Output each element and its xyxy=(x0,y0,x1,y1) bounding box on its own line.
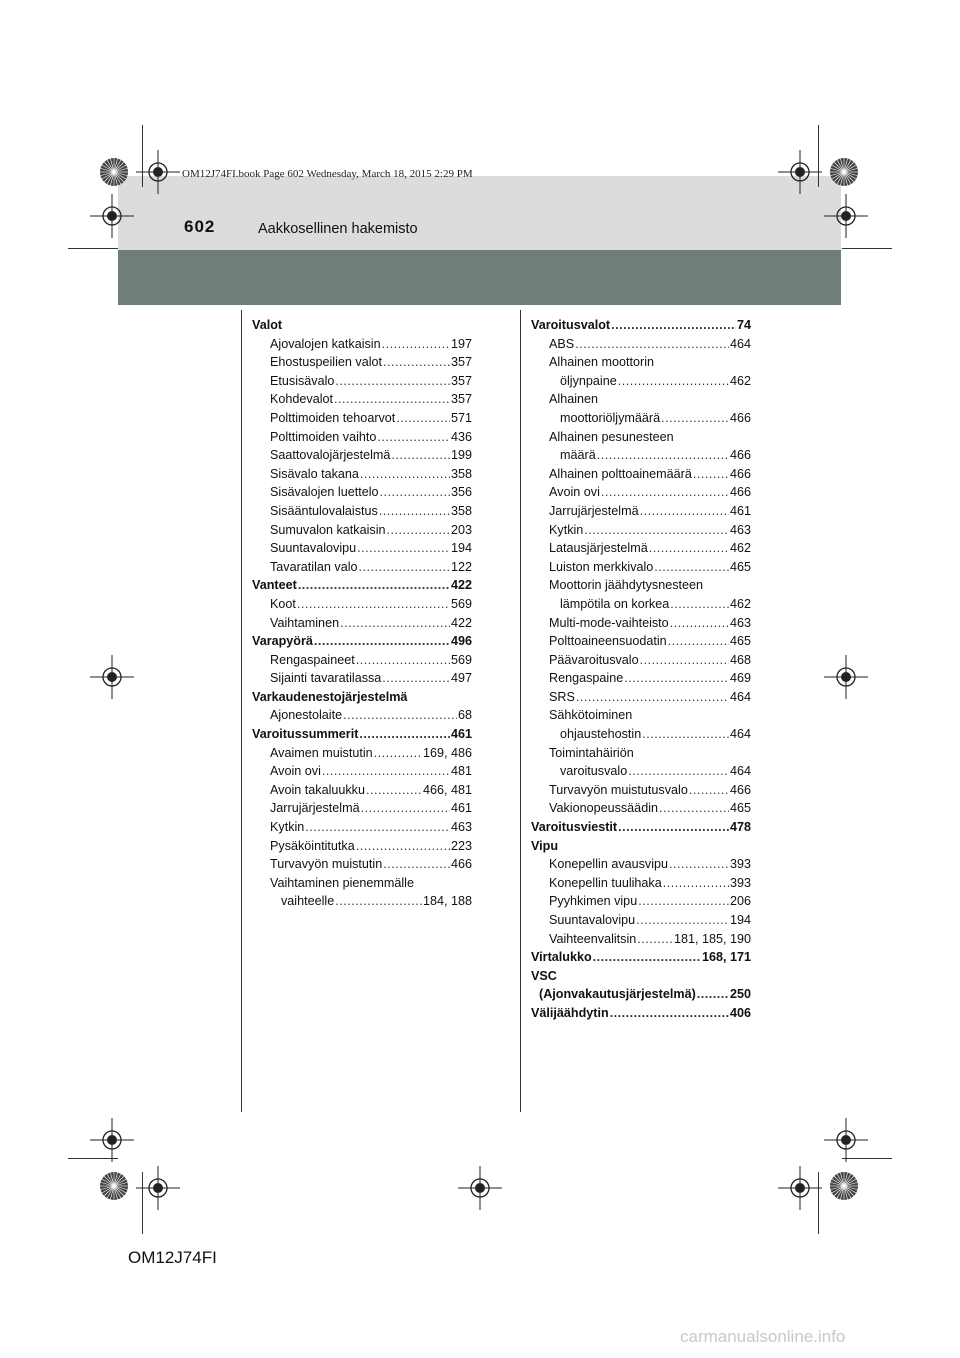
dot-leader xyxy=(377,428,450,447)
dot-leader xyxy=(383,855,450,874)
index-entry-page: 422 xyxy=(450,615,472,630)
index-entry-page: 393 xyxy=(729,857,751,872)
index-entry-page: 569 xyxy=(450,596,472,611)
registration-crosshair-icon xyxy=(458,1166,502,1210)
index-entry xyxy=(252,353,472,372)
index-entry-page: 464 xyxy=(729,689,751,704)
index-entry-page: 464 xyxy=(729,764,751,779)
index-entry-page: 466 xyxy=(729,466,751,481)
registration-crosshair-icon xyxy=(824,194,868,238)
index-entry-page: 468 xyxy=(729,652,751,667)
dot-leader xyxy=(611,316,736,335)
dot-leader xyxy=(360,465,450,484)
index-entry-page: 358 xyxy=(450,466,472,481)
header-band-light xyxy=(118,176,841,250)
index-entry xyxy=(531,1004,751,1023)
index-entry xyxy=(252,502,472,521)
dot-leader xyxy=(335,892,422,911)
dot-leader xyxy=(640,502,729,521)
index-entry-label: Jarrujärjestelmä xyxy=(270,801,360,816)
index-entry-page: 169, 486 xyxy=(422,745,472,760)
dot-leader xyxy=(357,539,450,558)
index-entry-label: Suuntavalovipu xyxy=(549,913,636,927)
index-entry-label: Avoin ovi xyxy=(270,764,321,779)
crop-mark-line xyxy=(842,248,892,249)
index-entry-page: 465 xyxy=(729,559,751,574)
index-subheading: Alhainen xyxy=(549,392,599,407)
index-entry xyxy=(531,799,751,818)
index-entry xyxy=(252,651,472,670)
index-entry xyxy=(531,409,751,428)
index-entry-page: 199 xyxy=(450,448,472,463)
index-heading: Valot xyxy=(252,318,283,332)
index-entry xyxy=(252,725,472,744)
index-entry-label: Vaihtaminen xyxy=(270,615,340,630)
index-entry-page: 393 xyxy=(729,875,751,890)
header-band-dark xyxy=(118,250,841,305)
dot-leader xyxy=(575,335,729,354)
index-entry-page: 122 xyxy=(450,559,472,574)
index-entry xyxy=(531,632,751,651)
index-entry-page: 194 xyxy=(729,913,751,927)
index-entry-page: 68 xyxy=(457,708,472,723)
index-entry-page: 250 xyxy=(729,987,751,1002)
index-entry-label: Sisävalojen luettelo xyxy=(270,485,379,500)
dot-leader xyxy=(638,892,729,911)
index-entry xyxy=(252,669,472,688)
index-entry xyxy=(531,725,751,744)
index-entry xyxy=(252,706,472,725)
dot-leader xyxy=(593,948,701,967)
dot-leader xyxy=(343,706,457,725)
index-entry xyxy=(252,335,472,354)
dot-leader xyxy=(693,465,729,484)
dot-leader xyxy=(628,762,729,781)
index-entry-page: 466 xyxy=(729,485,751,500)
registration-crosshair-icon xyxy=(824,1118,868,1162)
registration-starburst-icon xyxy=(99,1171,129,1201)
dot-leader xyxy=(576,688,729,707)
index-entry xyxy=(531,688,751,707)
dot-leader xyxy=(380,483,450,502)
dot-leader xyxy=(359,558,450,577)
index-entry-page: 406 xyxy=(729,1005,751,1020)
index-entry-label: öljynpaine xyxy=(560,373,617,388)
index-entry xyxy=(252,483,472,502)
index-entry-label: Polttimoiden tehoarvot xyxy=(270,410,396,425)
index-entry xyxy=(252,390,472,409)
index-entry-page: 356 xyxy=(450,485,472,500)
index-entry-page: 194 xyxy=(450,541,472,556)
registration-starburst-icon xyxy=(99,157,129,187)
dot-leader xyxy=(361,799,450,818)
dot-leader xyxy=(636,911,729,930)
dot-leader xyxy=(597,446,729,465)
index-entry-label: Suuntavalovipu xyxy=(270,541,357,556)
dot-leader xyxy=(663,874,729,893)
registration-crosshair-icon xyxy=(136,150,180,194)
index-entry xyxy=(531,465,751,484)
index-entry-page: 422 xyxy=(450,578,472,593)
index-entry xyxy=(531,892,751,911)
index-entry-label: Kytkin xyxy=(549,522,584,537)
index-subheading: Vaihtaminen pienemmälle xyxy=(270,875,414,890)
index-entry-label: SRS xyxy=(549,689,575,704)
dot-leader xyxy=(391,446,450,465)
index-entry-page: 184, 188 xyxy=(422,894,472,909)
index-entry xyxy=(252,614,472,633)
index-subheading: Alhainen pesunesteen xyxy=(549,429,674,444)
registration-crosshair-icon xyxy=(90,194,134,238)
dot-leader xyxy=(670,595,729,614)
dot-leader xyxy=(637,930,673,949)
dot-leader xyxy=(379,502,450,521)
dot-leader xyxy=(382,335,450,354)
index-entry xyxy=(252,855,472,874)
index-entry-label: Ehostuspeilien valot xyxy=(270,355,383,370)
index-entry xyxy=(531,595,751,614)
index-entry-label: Konepellin avausvipu xyxy=(549,857,669,872)
index-entry-label: ohjaustehostin xyxy=(560,727,642,742)
index-entry xyxy=(252,558,472,577)
index-entry-page: 358 xyxy=(450,503,472,518)
crop-mark-line xyxy=(68,248,118,249)
index-entry-page: 463 xyxy=(450,820,472,835)
dot-leader xyxy=(670,614,729,633)
index-entry-page: 357 xyxy=(450,355,472,370)
dot-leader xyxy=(642,725,729,744)
index-entry xyxy=(531,521,751,540)
index-entry-page: 464 xyxy=(729,336,751,351)
index-entry-label: Saattovalojärjestelmä xyxy=(270,448,391,463)
index-entry xyxy=(531,762,751,781)
dot-leader xyxy=(314,632,450,651)
index-entry-page: 181, 185, 190 xyxy=(673,931,751,946)
index-entry-label: Varoitussummerit xyxy=(252,727,359,742)
index-entry-page: 469 xyxy=(729,671,751,686)
dot-leader xyxy=(668,632,729,651)
index-entry-page: 466 xyxy=(729,782,751,797)
dot-leader xyxy=(697,985,729,1004)
index-entry-page: 461 xyxy=(729,503,751,518)
index-entry-page: 461 xyxy=(450,801,472,816)
index-entry xyxy=(252,744,472,763)
dot-leader xyxy=(297,595,450,614)
index-entry-label: Pyyhkimen vipu xyxy=(549,894,638,909)
index-entry xyxy=(252,892,472,911)
index-subheading: Toimintahäiriön xyxy=(549,745,634,760)
dot-leader xyxy=(624,669,729,688)
index-entry-label: Polttimoiden vaihto xyxy=(270,429,377,444)
index-column-right xyxy=(531,316,751,1023)
index-entry-page: 466, 481 xyxy=(422,782,472,797)
dot-leader xyxy=(374,744,422,763)
index-entry-page: 465 xyxy=(729,801,751,816)
index-entry-label: Pysäköintitutka xyxy=(270,838,355,853)
index-entry xyxy=(531,316,751,335)
dot-leader xyxy=(387,521,450,540)
index-entry xyxy=(531,855,751,874)
dot-leader xyxy=(359,725,450,744)
index-entry xyxy=(531,930,751,949)
index-entry xyxy=(531,335,751,354)
index-entry-label: Ajonestolaite xyxy=(270,708,343,723)
index-entry-label: Latausjärjestelmä xyxy=(549,541,648,556)
index-entry-page: 436 xyxy=(450,429,472,444)
index-entry xyxy=(531,818,751,837)
index-entry-label: (Ajonvakautusjärjestelmä) xyxy=(539,987,696,1002)
index-entry-label: Sumuvalon katkaisin xyxy=(270,522,386,537)
index-heading: Varkaudenestojärjestelmä xyxy=(252,689,408,704)
index-entry xyxy=(531,948,751,967)
index-entry-label: Rengaspaineet xyxy=(270,652,355,667)
index-entry xyxy=(252,595,472,614)
index-heading: VSC xyxy=(531,968,557,983)
index-entry xyxy=(531,483,751,502)
index-entry-label: Turvavyön muistutin xyxy=(270,857,383,872)
book-info-line: OM12J74FI.book Page 602 Wednesday, March 18, 2015 2:29 PM xyxy=(182,168,473,180)
dot-leader xyxy=(366,781,422,800)
dot-leader xyxy=(610,1004,729,1023)
index-entry xyxy=(531,669,751,688)
index-entry-page: 462 xyxy=(729,541,751,556)
dot-leader xyxy=(649,539,729,558)
index-entry-label: Sisääntulovalaistus xyxy=(270,503,378,518)
page-number: 602 xyxy=(184,217,216,236)
index-entry xyxy=(531,558,751,577)
index-entry-page: 464 xyxy=(729,727,751,742)
dot-leader xyxy=(618,818,729,837)
index-entry-label: vaihteelle xyxy=(281,894,335,909)
dot-leader xyxy=(340,614,450,633)
dot-leader xyxy=(396,409,450,428)
index-entry-page: 462 xyxy=(729,373,751,388)
registration-crosshair-icon xyxy=(90,655,134,699)
index-entry-page: 463 xyxy=(729,615,751,630)
dot-leader xyxy=(601,483,729,502)
index-entry-label: Koot xyxy=(270,596,296,611)
dot-leader xyxy=(322,762,450,781)
index-entry-page: 357 xyxy=(450,373,472,388)
dot-leader xyxy=(669,855,729,874)
index-entry-label: määrä xyxy=(560,448,596,463)
index-entry-label: Vaihteenvalitsin xyxy=(549,931,637,946)
index-subheading: Moottorin jäähdytysnesteen xyxy=(549,578,704,593)
index-entry xyxy=(531,539,751,558)
column-divider-rule xyxy=(520,310,521,1112)
index-entry-label: Rengaspaine xyxy=(549,671,624,686)
index-entry xyxy=(252,521,472,540)
index-entry xyxy=(252,446,472,465)
index-entry-label: ABS xyxy=(549,336,575,351)
dot-leader xyxy=(335,372,450,391)
index-entry-label: Luiston merkkivalo xyxy=(549,559,654,574)
index-entry-page: 466 xyxy=(729,448,751,463)
index-entry-page: 197 xyxy=(450,336,472,351)
dot-leader xyxy=(689,781,729,800)
index-entry-label: Avoin takaluukku xyxy=(270,782,365,797)
index-entry xyxy=(252,632,472,651)
manual-code: OM12J74FI xyxy=(128,1248,217,1267)
index-entry xyxy=(252,762,472,781)
index-entry-label: Polttoaineensuodatin xyxy=(549,634,667,649)
index-entry xyxy=(252,539,472,558)
index-entry xyxy=(252,428,472,447)
index-entry-label: Virtalukko xyxy=(531,950,592,965)
index-entry-page: 168, 171 xyxy=(701,950,751,965)
registration-crosshair-icon xyxy=(824,655,868,699)
registration-starburst-icon xyxy=(829,157,859,187)
dot-leader xyxy=(654,558,729,577)
dot-leader xyxy=(661,409,729,428)
index-entry xyxy=(531,614,751,633)
registration-crosshair-icon xyxy=(90,1118,134,1162)
index-entry-page: 461 xyxy=(450,727,472,742)
index-entry-page: 497 xyxy=(450,671,472,686)
index-entry-label: Turvavyön muistutusvalo xyxy=(549,782,688,797)
index-entry xyxy=(252,465,472,484)
index-entry-label: Päävaroitusvalo xyxy=(549,652,639,667)
index-entry-label: Varoitusviestit xyxy=(531,820,618,835)
index-entry-label: Kohdevalot xyxy=(270,392,334,407)
registration-crosshair-icon xyxy=(136,1166,180,1210)
dot-leader xyxy=(356,837,450,856)
index-entry xyxy=(252,576,472,595)
watermark-text: carmanualsonline.info xyxy=(680,1327,846,1346)
index-entry xyxy=(531,372,751,391)
index-entry xyxy=(252,818,472,837)
index-entry-page: 481 xyxy=(450,764,472,779)
index-subheading: Alhainen moottorin xyxy=(549,355,655,370)
registration-starburst-icon xyxy=(829,1171,859,1201)
index-entry-page: 462 xyxy=(729,596,751,611)
dot-leader xyxy=(305,818,450,837)
index-heading: Vipu xyxy=(531,838,559,853)
registration-crosshair-icon xyxy=(778,1166,822,1210)
index-entry-page: 206 xyxy=(729,894,751,909)
dot-leader xyxy=(383,353,450,372)
index-column-left xyxy=(252,316,472,911)
dot-leader xyxy=(640,651,729,670)
dot-leader xyxy=(334,390,450,409)
index-entry-label: Kytkin xyxy=(270,820,305,835)
index-entry xyxy=(531,911,751,930)
dot-leader xyxy=(584,521,729,540)
index-entry xyxy=(531,985,751,1004)
index-entry-page: 463 xyxy=(729,522,751,537)
index-entry-page: 203 xyxy=(450,522,472,537)
index-entry xyxy=(252,409,472,428)
dot-leader xyxy=(298,576,450,595)
dot-leader xyxy=(356,651,450,670)
index-entry-page: 569 xyxy=(450,652,472,667)
index-entry-label: Välijäähdytin xyxy=(531,1005,609,1020)
index-entry-label: Tavaratilan valo xyxy=(270,559,358,574)
registration-crosshair-icon xyxy=(778,150,822,194)
index-entry-label: varoitusvalo xyxy=(560,764,628,779)
index-entry-page: 571 xyxy=(450,410,472,425)
index-entry-label: Varoitusvalot xyxy=(531,318,611,332)
page-title: Aakkosellinen hakemisto xyxy=(258,221,418,237)
dot-leader xyxy=(659,799,729,818)
dot-leader xyxy=(618,372,729,391)
index-entry xyxy=(531,502,751,521)
index-entry-page: 466 xyxy=(729,410,751,425)
index-entry-label: Vanteet xyxy=(252,578,297,593)
index-entry-label: Sisävalo takana xyxy=(270,466,359,481)
index-entry-page: 466 xyxy=(450,857,472,872)
index-entry xyxy=(252,372,472,391)
left-margin-rule xyxy=(241,310,242,1112)
index-entry-label: Vakionopeussäädin xyxy=(549,801,658,816)
index-entry xyxy=(531,651,751,670)
index-entry xyxy=(531,874,751,893)
index-entry-label: Ajovalojen katkaisin xyxy=(270,336,381,351)
index-entry-label: Varapyörä xyxy=(252,634,313,649)
index-entry-label: Multi-mode-vaihteisto xyxy=(549,615,669,630)
index-entry-page: 496 xyxy=(450,634,472,649)
index-entry xyxy=(531,446,751,465)
index-entry-label: Alhainen polttoainemäärä xyxy=(549,466,692,481)
index-entry-label: lämpötila on korkea xyxy=(560,596,670,611)
index-entry-label: Avaimen muistutin xyxy=(270,745,373,760)
index-entry-label: moottoriöljymäärä xyxy=(560,410,661,425)
index-entry xyxy=(252,837,472,856)
index-entry-page: 357 xyxy=(450,392,472,407)
index-entry-label: Jarrujärjestelmä xyxy=(549,503,639,518)
index-entry-page: 223 xyxy=(450,838,472,853)
index-entry-label: Konepellin tuulihaka xyxy=(549,875,662,890)
index-entry-page: 478 xyxy=(729,820,751,835)
index-entry xyxy=(252,781,472,800)
index-entry xyxy=(531,781,751,800)
index-entry-label: Etusisävalo xyxy=(270,373,335,388)
index-entry-label: Sijainti tavaratilassa xyxy=(270,671,382,686)
index-subheading: Sähkötoiminen xyxy=(549,708,633,723)
index-entry-page: 74 xyxy=(736,318,751,332)
index-entry-page: 465 xyxy=(729,634,751,649)
dot-leader xyxy=(382,669,450,688)
index-entry-label: Avoin ovi xyxy=(549,485,600,500)
index-entry xyxy=(252,799,472,818)
